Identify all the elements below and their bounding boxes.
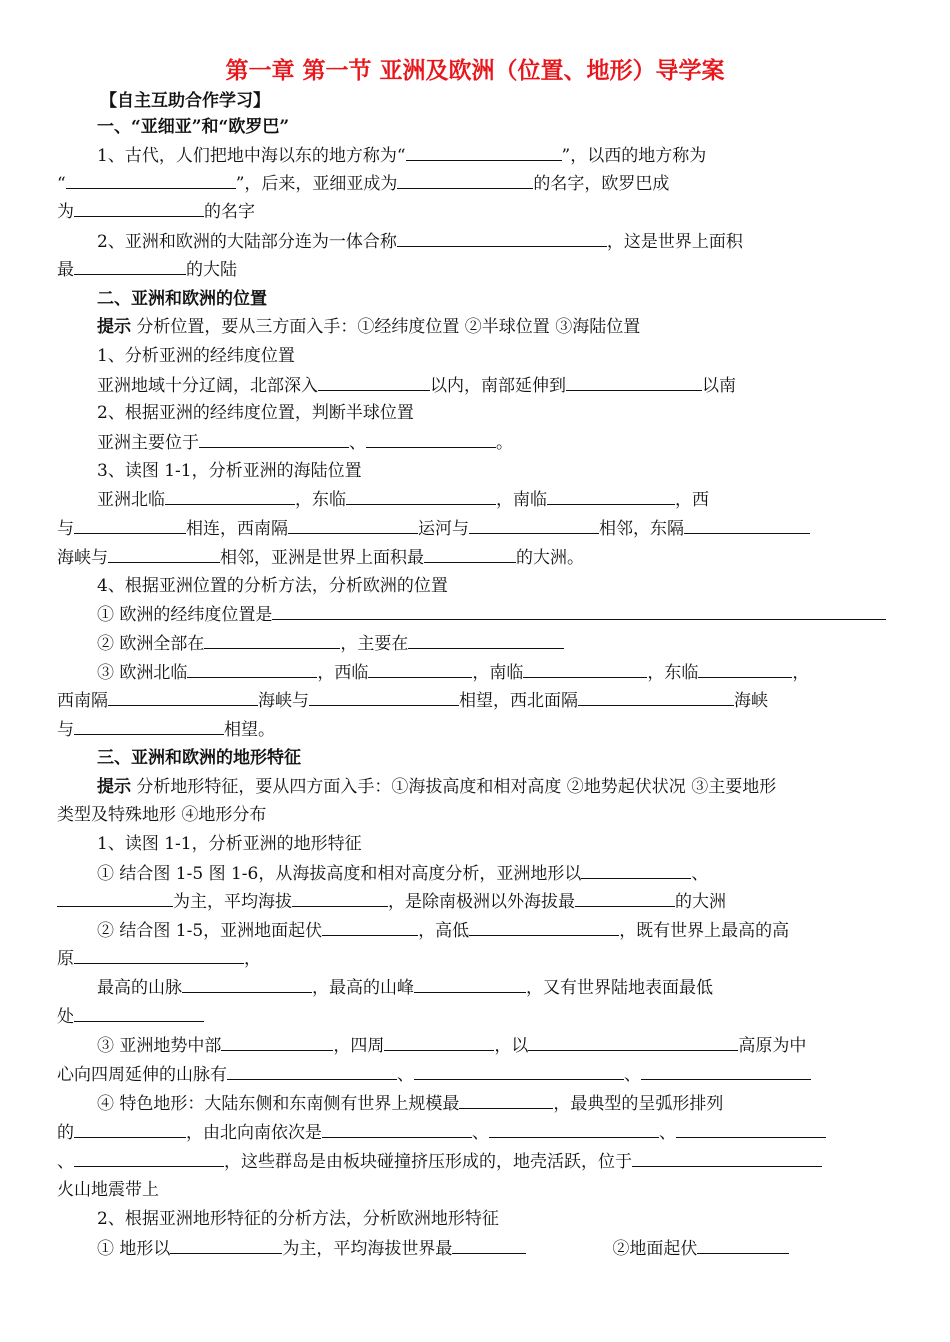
p3-hint-line2: 类型及特殊地形 ④地形分布	[57, 805, 267, 825]
blank[interactable]	[170, 1237, 282, 1254]
blank[interactable]	[74, 718, 224, 735]
blank[interactable]	[632, 1150, 822, 1167]
blank[interactable]	[74, 200, 204, 217]
blank[interactable]	[187, 661, 317, 678]
blank[interactable]	[227, 1063, 397, 1080]
blank[interactable]	[547, 488, 675, 505]
p3-q1-line6: 处	[57, 1005, 204, 1028]
blank[interactable]	[684, 517, 810, 534]
blank[interactable]	[221, 1034, 333, 1051]
blank[interactable]	[523, 661, 647, 678]
blank[interactable]	[578, 689, 734, 706]
part2-heading: 二、亚洲和欧洲的位置	[97, 289, 267, 309]
p2-q4-line5: 与 相望。	[57, 720, 275, 740]
blank[interactable]	[575, 890, 675, 907]
p2-q4-title: 4、根据亚洲位置的分析方法，分析欧洲的位置	[97, 576, 448, 596]
blank[interactable]	[74, 1005, 204, 1022]
blank[interactable]	[414, 1063, 624, 1080]
part3-heading: 三、亚洲和欧洲的地形特征	[97, 748, 301, 768]
p3-q1-title: 1、读图 1-1，分析亚洲的地形特征	[97, 834, 362, 854]
blank[interactable]	[74, 1121, 186, 1138]
blank[interactable]	[397, 230, 607, 247]
blank[interactable]	[384, 1034, 494, 1051]
blank[interactable]	[697, 1237, 789, 1254]
blank[interactable]	[452, 1237, 526, 1254]
p2-q4-line2: ② 欧洲全部在 ，主要在	[97, 632, 564, 655]
blank[interactable]	[204, 632, 340, 649]
blank[interactable]	[469, 919, 619, 936]
p3-q1-line2: 为主，平均海拔 ，是除南极洲以外海拔最 的大洲	[57, 890, 726, 913]
p2-q3-line1: 亚洲北临 ，东临 ，南临 ，西	[97, 490, 709, 510]
p3-q2-title: 2、根据亚洲地形特征的分析方法，分析欧洲地形特征	[97, 1209, 499, 1229]
blank[interactable]	[292, 890, 388, 907]
p3-q1-line11: 、 ，这些群岛是由板块碰撞挤压形成的，地壳活跃，位于	[57, 1150, 822, 1173]
p2-q4-line1: ① 欧洲的经纬度位置是	[97, 603, 886, 626]
blank[interactable]	[397, 172, 533, 189]
p2-q1-title: 1、分析亚洲的经纬度位置	[97, 346, 295, 366]
blank[interactable]	[108, 689, 258, 706]
p2-q3-line2: 与 相连，西南隔 运河与 相邻，东隔	[57, 517, 810, 540]
p3-q1-line8: 心向四周延伸的山脉有 、 、	[57, 1063, 811, 1086]
p2-hint: 提示 分析位置，要从三方面入手：①经纬度位置 ②半球位置 ③海陆位置	[97, 317, 641, 337]
p1-q1-line3: 为 的名字	[57, 202, 255, 222]
blank[interactable]	[414, 976, 526, 993]
blank[interactable]	[318, 374, 430, 391]
p1-q1-line2: “ ”，后来，亚细亚成为 的名字，欧罗巴成	[57, 174, 670, 194]
blank[interactable]	[288, 517, 418, 534]
blank[interactable]	[108, 546, 220, 563]
page-title: 第一章 第一节 亚洲及欧洲（位置、地形）导学案	[225, 57, 725, 84]
p3-q2-line1: ① 地形以 为主，平均海拔世界最 ②地面起伏	[97, 1237, 789, 1260]
p2-q1-line: 亚洲地域十分辽阔，北部深入 以内，南部延伸到 以南	[97, 376, 736, 396]
blank[interactable]	[74, 517, 186, 534]
blank[interactable]	[322, 919, 418, 936]
blank[interactable]	[581, 862, 691, 879]
blank[interactable]	[406, 144, 562, 161]
blank[interactable]	[408, 632, 564, 649]
blank[interactable]	[272, 603, 886, 620]
p3-q1-line5: 最高的山脉 ，最高的山峰 ，又有世界陆地表面最低	[97, 978, 713, 998]
blank[interactable]	[469, 517, 599, 534]
p2-q4-line3: ③ 欧洲北临 ，西临 ，南临 ，东临 ，	[97, 663, 810, 683]
blank[interactable]	[66, 172, 236, 189]
blank[interactable]	[182, 976, 312, 993]
p3-q1-line12: 火山地震带上	[57, 1180, 159, 1200]
section-heading: 【自主互助合作学习】	[100, 91, 270, 111]
p2-q3-line3: 海峡与 相邻，亚洲是世界上面积最 的大洲。	[57, 548, 584, 568]
blank[interactable]	[368, 661, 472, 678]
blank[interactable]	[676, 1121, 826, 1138]
blank[interactable]	[366, 431, 496, 448]
p1-q2-line2: 最 的大陆	[57, 260, 237, 280]
blank[interactable]	[74, 947, 244, 964]
p3-q1-line7: ③ 亚洲地势中部 ，四周 ，以 高原为中	[97, 1036, 807, 1056]
p3-q1-line9: ④ 特色地形：大陆东侧和东南侧有世界上规模最 ，最典型的呈弧形排列	[97, 1094, 724, 1114]
p1-q2-line1: 2、亚洲和欧洲的大陆部分连为一体合称 ，这是世界上面积	[97, 232, 743, 252]
blank[interactable]	[489, 1121, 659, 1138]
p2-q4-line4: 西南隔 海峡与 相望，西北面隔 海峡	[57, 691, 768, 711]
p2-q2-line: 亚洲主要位于 、 。	[97, 433, 513, 453]
p3-q1-line10: 的 ，由北向南依次是 、 、	[57, 1121, 826, 1144]
p3-hint-line1: 提示 分析地形特征，要从四方面入手：①海拔高度和相对高度 ②地势起伏状况 ③主要地形	[97, 777, 777, 797]
blank[interactable]	[74, 1150, 224, 1167]
part1-heading: 一、“亚细亚”和“欧罗巴”	[97, 117, 290, 137]
blank[interactable]	[641, 1063, 811, 1080]
blank[interactable]	[322, 1121, 472, 1138]
p3-q1-line4: 原 ，	[57, 949, 261, 969]
blank[interactable]	[459, 1092, 553, 1109]
blank[interactable]	[74, 258, 186, 275]
blank[interactable]	[528, 1034, 738, 1051]
blank[interactable]	[424, 546, 516, 563]
blank[interactable]	[199, 431, 349, 448]
blank[interactable]	[566, 374, 702, 391]
p3-q1-line1: ① 结合图 1-5 图 1-6，从海拔高度和相对高度分析，亚洲地形以 、	[97, 864, 709, 884]
blank[interactable]	[346, 488, 496, 505]
p3-q1-line3: ② 结合图 1-5，亚洲地面起伏 ，高低 ，既有世界上最高的高	[97, 921, 790, 941]
p2-q2-title: 2、根据亚洲的经纬度位置，判断半球位置	[97, 403, 414, 423]
blank[interactable]	[698, 661, 792, 678]
blank[interactable]	[57, 890, 173, 907]
p1-q1-line1: 1、古代，人们把地中海以东的地方称为“ ”，以西的地方称为	[97, 146, 707, 166]
p2-q3-title: 3、读图 1-1，分析亚洲的海陆位置	[97, 461, 362, 481]
blank[interactable]	[309, 689, 459, 706]
blank[interactable]	[165, 488, 295, 505]
